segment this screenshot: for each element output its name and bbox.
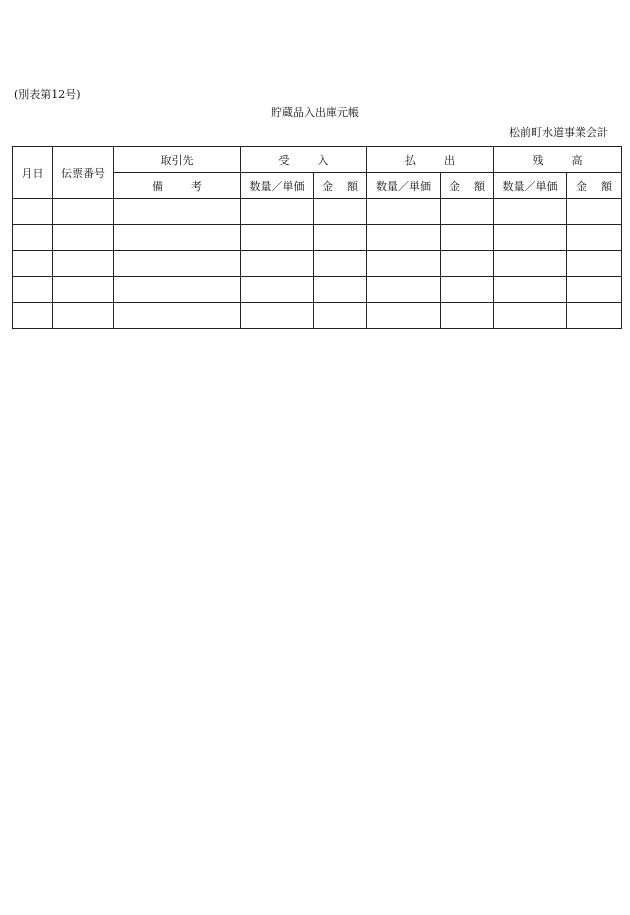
form-number: (別表第12号) <box>14 88 81 101</box>
table-row <box>13 199 622 225</box>
cell-partner-remarks <box>114 277 241 303</box>
header-slip-number-label: 伝票番号 <box>61 166 105 180</box>
cell-partner-remarks <box>114 199 241 225</box>
cell-issue-amount <box>441 277 494 303</box>
cell-issue-amount <box>441 251 494 277</box>
cell-balance-amount <box>567 277 622 303</box>
cell-slip-number <box>53 225 114 251</box>
header-issue-char-2: 出 <box>444 153 455 167</box>
header-balance-amount-char-2: 額 <box>601 179 612 193</box>
cell-balance-amount <box>567 303 622 329</box>
inventory-ledger-table <box>12 146 622 329</box>
cell-partner-remarks <box>114 251 241 277</box>
cell-receipt-qty-price <box>241 225 314 251</box>
header-receipt-amount <box>314 173 367 199</box>
cell-issue-qty-price <box>367 225 441 251</box>
cell-date <box>13 225 53 251</box>
header-receipt-amount-char-1: 金 <box>322 179 333 193</box>
cell-issue-amount <box>441 225 494 251</box>
header-date <box>13 147 53 199</box>
header-row-1 <box>13 147 622 173</box>
header-partner-label: 取引先 <box>160 153 194 167</box>
cell-slip-number <box>53 199 114 225</box>
cell-date <box>13 199 53 225</box>
cell-slip-number <box>53 303 114 329</box>
cell-receipt-amount <box>314 225 367 251</box>
cell-receipt-amount <box>314 251 367 277</box>
header-balance-amount <box>567 173 622 199</box>
header-issue-qty-price <box>367 173 441 199</box>
header-slip-number <box>53 147 114 199</box>
header-issue-char-1: 払 <box>405 153 416 167</box>
header-receipt-amount-char-2: 額 <box>347 179 358 193</box>
cell-balance-qty-price <box>494 225 567 251</box>
cell-issue-qty-price <box>367 277 441 303</box>
cell-receipt-amount <box>314 277 367 303</box>
table-row <box>13 303 622 329</box>
header-balance-qty-price <box>494 173 567 199</box>
cell-issue-amount <box>441 303 494 329</box>
header-balance-amount-char-1: 金 <box>576 179 587 193</box>
header-receipt-group <box>241 147 367 173</box>
cell-partner-remarks <box>114 225 241 251</box>
cell-balance-qty-price <box>494 199 567 225</box>
header-issue-amount-char-2: 額 <box>474 179 485 193</box>
header-receipt-char-1: 受 <box>278 153 290 167</box>
header-remarks-char-1: 備 <box>152 179 163 193</box>
header-receipt-char-2: 入 <box>317 153 329 167</box>
header-receipt-qty-price <box>241 173 314 199</box>
cell-balance-amount <box>567 225 622 251</box>
header-date-label: 月日 <box>21 166 44 180</box>
cell-receipt-amount <box>314 199 367 225</box>
organization-name: 松前町水道事業会計 <box>509 126 608 139</box>
header-balance-char-1: 残 <box>532 153 544 167</box>
header-issue-group <box>367 147 494 173</box>
header-balance-qty-price-label: 数量／単価 <box>502 179 558 193</box>
header-issue-amount-char-1: 金 <box>449 179 460 193</box>
cell-date <box>13 303 53 329</box>
table-row <box>13 277 622 303</box>
header-issue-amount <box>441 173 494 199</box>
table-row <box>13 225 622 251</box>
cell-balance-qty-price <box>494 277 567 303</box>
cell-slip-number <box>53 277 114 303</box>
table-row <box>13 251 622 277</box>
header-receipt-qty-price-label: 数量／単価 <box>249 179 305 193</box>
cell-issue-amount <box>441 199 494 225</box>
header-issue-qty-price-label: 数量／単価 <box>376 179 431 193</box>
header-remarks <box>114 173 241 199</box>
cell-balance-qty-price <box>494 303 567 329</box>
document-title: 貯蔵品入出庫元帳 <box>271 106 359 119</box>
cell-slip-number <box>53 251 114 277</box>
cell-receipt-qty-price <box>241 303 314 329</box>
cell-issue-qty-price <box>367 303 441 329</box>
header-partner <box>114 147 241 173</box>
cell-date <box>13 251 53 277</box>
header-remarks-char-2: 考 <box>191 179 202 193</box>
cell-receipt-amount <box>314 303 367 329</box>
cell-balance-qty-price <box>494 251 567 277</box>
cell-issue-qty-price <box>367 199 441 225</box>
cell-partner-remarks <box>114 303 241 329</box>
cell-receipt-qty-price <box>241 277 314 303</box>
cell-receipt-qty-price <box>241 199 314 225</box>
cell-issue-qty-price <box>367 251 441 277</box>
cell-date <box>13 277 53 303</box>
header-balance-group <box>494 147 622 173</box>
cell-receipt-qty-price <box>241 251 314 277</box>
header-balance-char-2: 高 <box>571 153 583 167</box>
cell-balance-amount <box>567 199 622 225</box>
cell-balance-amount <box>567 251 622 277</box>
